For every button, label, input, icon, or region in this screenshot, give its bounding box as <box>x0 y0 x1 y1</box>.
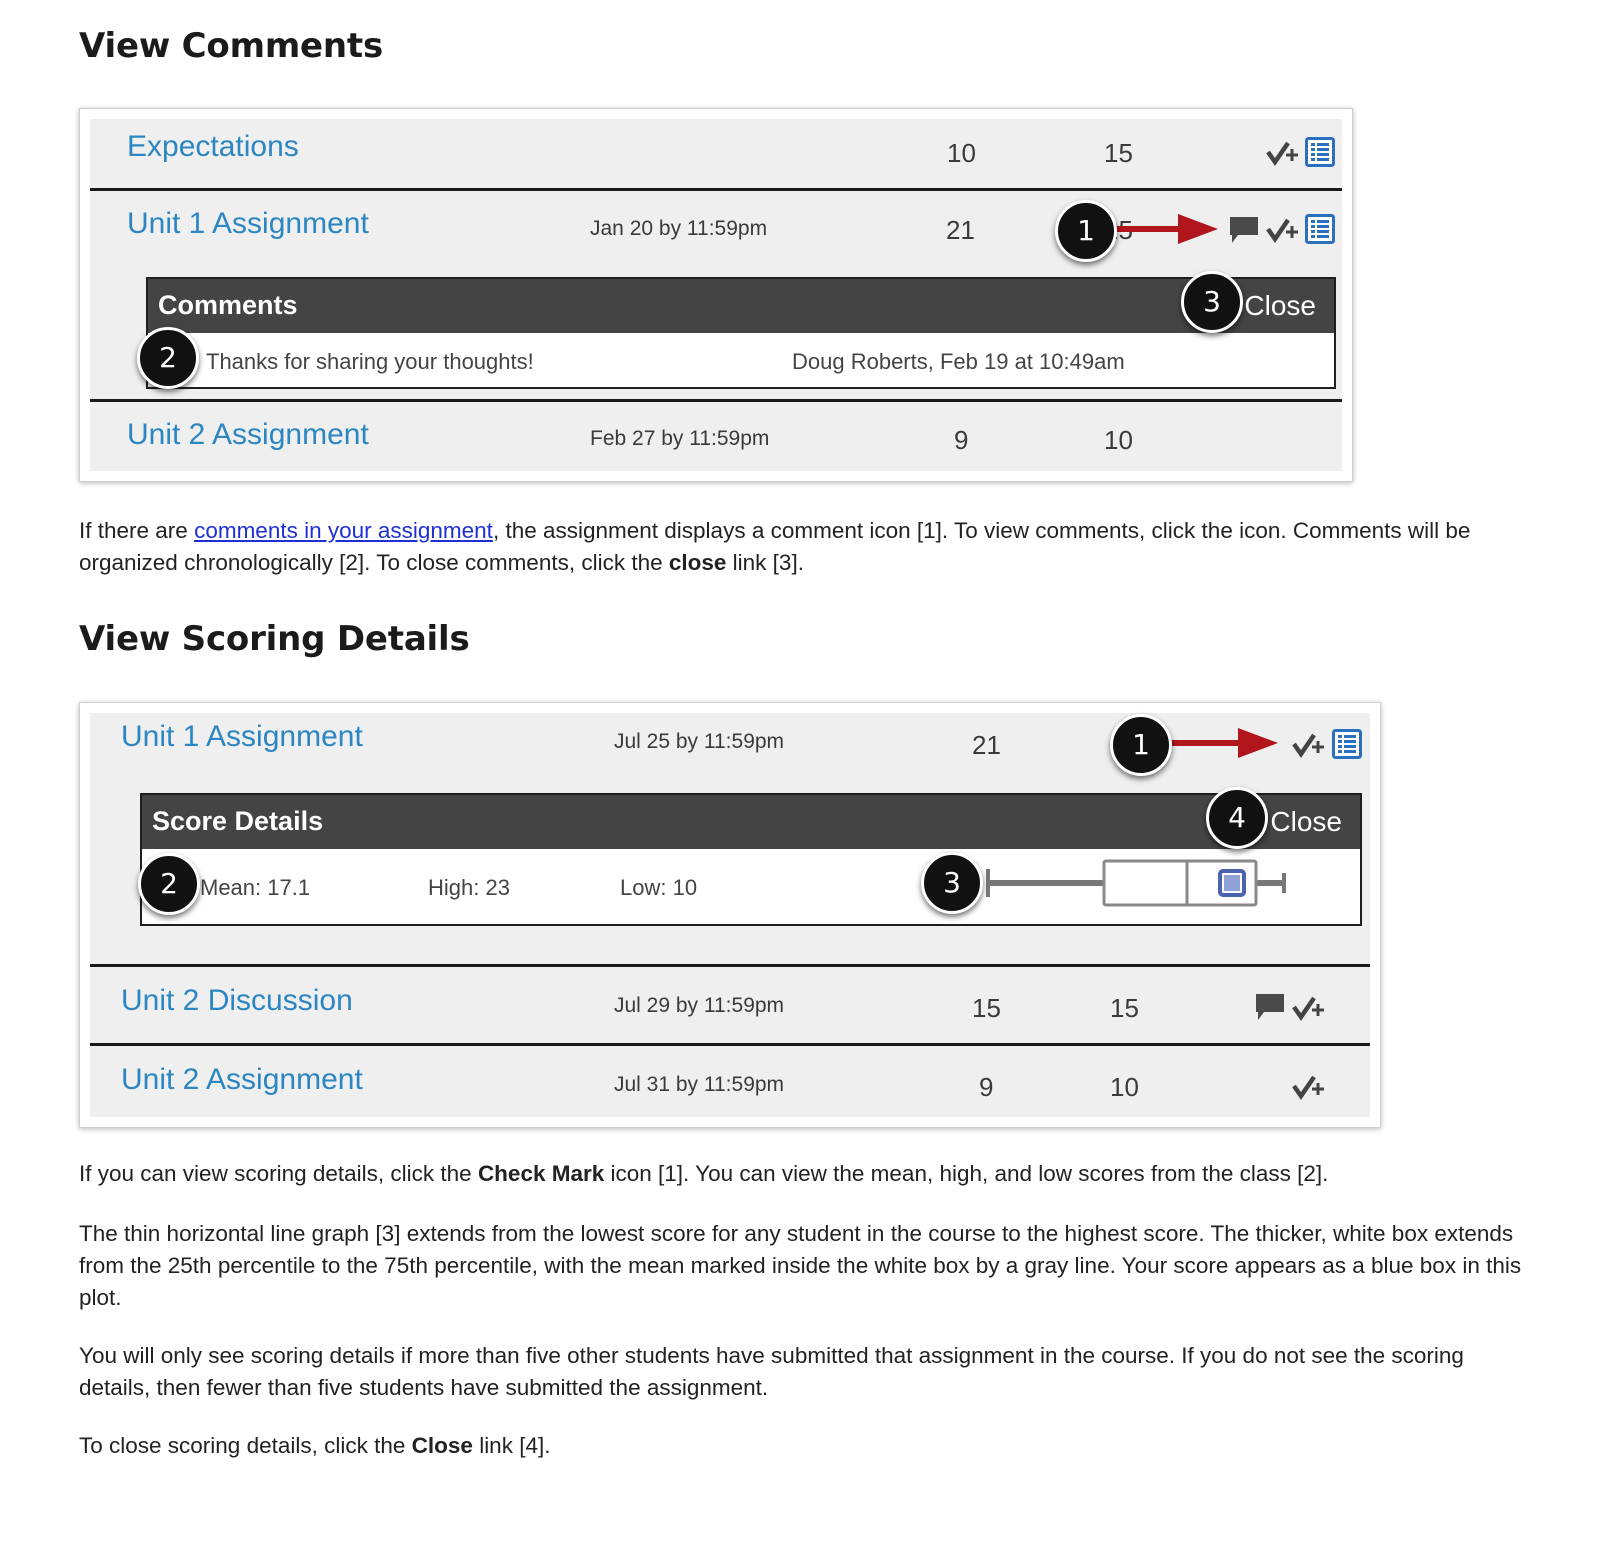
callout-1: 1 <box>1055 200 1117 262</box>
check-icon[interactable] <box>1292 732 1326 758</box>
grid-icon[interactable] <box>1305 214 1335 244</box>
callout-2: 2 <box>138 853 200 915</box>
score: 9 <box>954 425 969 455</box>
row-divider <box>90 964 1370 967</box>
grid-icon[interactable] <box>1305 137 1335 167</box>
bold-text: Close <box>411 1433 473 1458</box>
bold-text: Check Mark <box>477 1161 605 1186</box>
scoring-description-4 <box>79 1430 1539 1462</box>
score: 10 <box>947 138 976 168</box>
assignment-link[interactable]: Unit 1 Assignment <box>127 207 369 240</box>
total: 10 <box>1110 1072 1139 1102</box>
close-link[interactable]: Close <box>1244 290 1316 321</box>
callout-3: 3 <box>921 852 983 914</box>
callout-4: 4 <box>1206 787 1268 849</box>
score: 21 <box>946 215 975 245</box>
arrow-icon <box>1158 726 1278 760</box>
comment-icon[interactable] <box>1228 215 1260 245</box>
heading-view-scoring-details: View Scoring Details <box>79 619 470 659</box>
high-value: High: 23 <box>428 875 510 900</box>
due-date: Jul 31 by 11:59pm <box>614 1073 785 1096</box>
assignment-link[interactable]: Expectations <box>127 130 299 163</box>
comment-author-date: Doug Roberts, Feb 19 at 10:49am <box>792 349 1125 374</box>
assignment-link[interactable]: Unit 2 Assignment <box>127 418 369 451</box>
scoring-description-3: You will only see scoring details if more than five other students have submitted that assignment in the course. If you do not see the scoring details, then fewer than five students have submitted the assignment. <box>79 1343 1464 1400</box>
heading-view-comments: View Comments <box>79 26 383 66</box>
callout-2: 2 <box>137 327 199 389</box>
comment-text: Thanks for sharing your thoughts! <box>206 349 534 374</box>
text: If there are <box>79 518 195 543</box>
total: 15 <box>1110 993 1139 1023</box>
text: , the assignment displays a comment icon [1]. To view comments, click the icon. Comments will be organized chronologically [2]. To close comments, click the <box>79 518 1471 575</box>
comments-panel <box>146 277 1336 389</box>
text: link [3]. <box>726 550 804 575</box>
scoring-description-1 <box>79 1158 1539 1190</box>
total: 10 <box>1104 425 1133 455</box>
panel-title: Comments <box>158 290 298 320</box>
comments-help-link[interactable]: comments in your assignment <box>194 518 493 543</box>
comment-icon[interactable] <box>1254 992 1286 1022</box>
score: 15 <box>972 993 1001 1023</box>
box-plot <box>982 855 1292 911</box>
comments-description <box>79 515 1539 579</box>
row-divider <box>90 188 1342 191</box>
score: 9 <box>979 1072 994 1102</box>
assignment-link[interactable]: Unit 2 Discussion <box>121 984 353 1017</box>
text: icon [1]. You can view the mean, high, and low scores from the class [2]. <box>604 1161 1329 1186</box>
check-icon[interactable] <box>1266 140 1300 166</box>
panel-header <box>148 279 1334 333</box>
mean-value: Mean: 17.1 <box>200 875 311 900</box>
scoring-description-2: The thin horizontal line graph [3] extends from the lowest score for any student in the course to the highest score. The thicker, white box extends from the 25th percentile to the 75th percentile, with the mean marked inside the white box by a gray line. Your score appears as a blue box in this plot. <box>79 1221 1522 1310</box>
assignment-link[interactable]: Unit 2 Assignment <box>121 1063 363 1096</box>
score: 21 <box>972 730 1001 760</box>
text: link [4]. <box>472 1433 551 1458</box>
check-icon[interactable] <box>1266 217 1300 243</box>
check-icon[interactable] <box>1292 995 1326 1021</box>
assignment-link[interactable]: Unit 1 Assignment <box>121 720 363 753</box>
low-value: Low: 10 <box>620 875 698 900</box>
total: 15 <box>1104 138 1133 168</box>
panel-header <box>142 795 1360 849</box>
bold-text: close <box>668 550 727 575</box>
text: To close scoring details, click the <box>79 1433 412 1458</box>
due-date: Feb 27 by 11:59pm <box>590 427 770 450</box>
row-divider <box>90 399 1342 402</box>
callout-1: 1 <box>1110 714 1172 776</box>
panel-title: Score Details <box>152 806 324 836</box>
due-date: Jul 29 by 11:59pm <box>614 994 785 1017</box>
close-link[interactable]: Close <box>1270 806 1342 837</box>
grid-icon[interactable] <box>1332 729 1362 759</box>
check-icon[interactable] <box>1292 1074 1326 1100</box>
callout-3: 3 <box>1181 271 1243 333</box>
score-details-panel <box>140 793 1362 926</box>
row-divider <box>90 1043 1370 1046</box>
text: If you can view scoring details, click the <box>79 1161 478 1186</box>
due-date: Jan 20 by 11:59pm <box>590 217 768 240</box>
due-date: Jul 25 by 11:59pm <box>614 730 785 753</box>
